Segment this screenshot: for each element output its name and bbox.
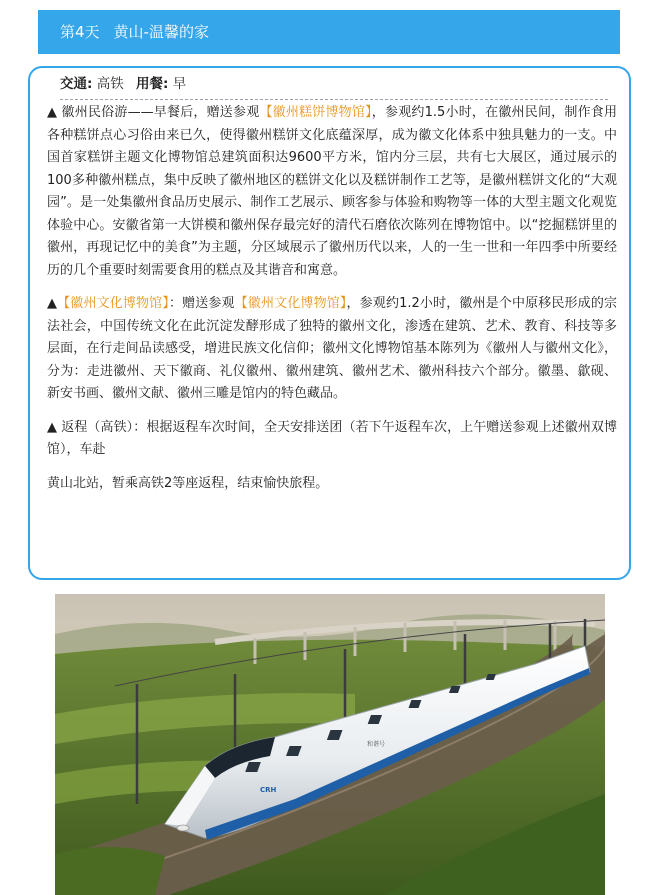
crh-logo: CRH (260, 786, 277, 794)
train-name: 和谐号 (367, 741, 386, 748)
transport-label: 交通: (60, 76, 93, 92)
itinerary-box (28, 66, 631, 580)
transport-value: 高铁 (96, 76, 124, 92)
paragraph-cake-museum (47, 102, 617, 282)
day-header (38, 10, 620, 54)
paragraph-return-trip: ▲ 返程（高铁）：根据返程车次时间，全天安排送团（若下午返程车次，上午赠送参观上述徽州双博馆），车赴 (47, 419, 617, 457)
culture-museum-highlight-2: 【徽州文化博物馆】 (234, 296, 347, 311)
meta-line (60, 74, 608, 100)
paragraph-station: 黄山北站，暂乘高铁2等座返程，结束愉快旅程。 (47, 475, 329, 491)
paragraph-culture-museum (47, 293, 617, 406)
train-photo (55, 594, 605, 895)
p1-prefix: ▲ 徽州民俗游——早餐后，赠送参观 (47, 105, 260, 120)
meals-label: 用餐: (136, 76, 169, 92)
p2-prefix: ▲ (47, 296, 58, 311)
p1-body: ，参观约1.5小时，在徽州民间，制作食用各种糕饼点心习俗由来已久，使得徽州糕饼文化底蕴深厚，成为徽文化体系中独具魅力的一支。中国首家糕饼主题文化博物馆总建筑面积达9600平方米，馆内分三层，共有七大展区，通过展示的100多种徽州糕点，集中反映了徽州地区的糕饼文化以及糕饼制作工艺等，是徽州糕饼文化的“大观园”。是一处集徽州食品历史展示、制作工艺展示、顾客参与体验和购物等一体的大型主题文化观览体验中心。安徽省第一大饼模和徽州保存最完好的清代石磨依次陈列在博物馆中。以“挖掘糕饼里的徽州，再现记忆中的美食”为主题，分区域展示了徽州历代以来，人的一生一世和一年四季中所要经历的几个重要时刻需要食用的糕点及其谐音和寓意。 (47, 105, 617, 278)
p2-mid: ：赠送参观 (168, 296, 235, 311)
meals-value: 早 (172, 76, 187, 92)
cake-museum-highlight: 【徽州糕饼博物馆】 (259, 105, 372, 120)
day-number: 第4天 (60, 23, 100, 41)
p2-body: ，参观约1.2小时，徽州是个中原移民形成的宗法社会，中国传统文化在此沉淀发酵形成了独特的徽州文化，渗透在建筑、艺术、教育、科技等多层面，在行走间品读感受，增进民族文化信仰；徽州文化博物馆基本陈列为《徽州人与徽州文化》，分为：走进徽州、天下徽商、礼仪徽州、徽州建筑、徽州艺术、徽州科技六个部分。徽墨、歙砚、新安书画、徽州文献、徽州三雕是馆内的特色藏品。 (47, 296, 617, 401)
itinerary-content (47, 102, 617, 506)
culture-museum-highlight-1: 【徽州文化博物馆】 (57, 296, 169, 311)
day-route: 黄山-温馨的家 (113, 23, 209, 41)
